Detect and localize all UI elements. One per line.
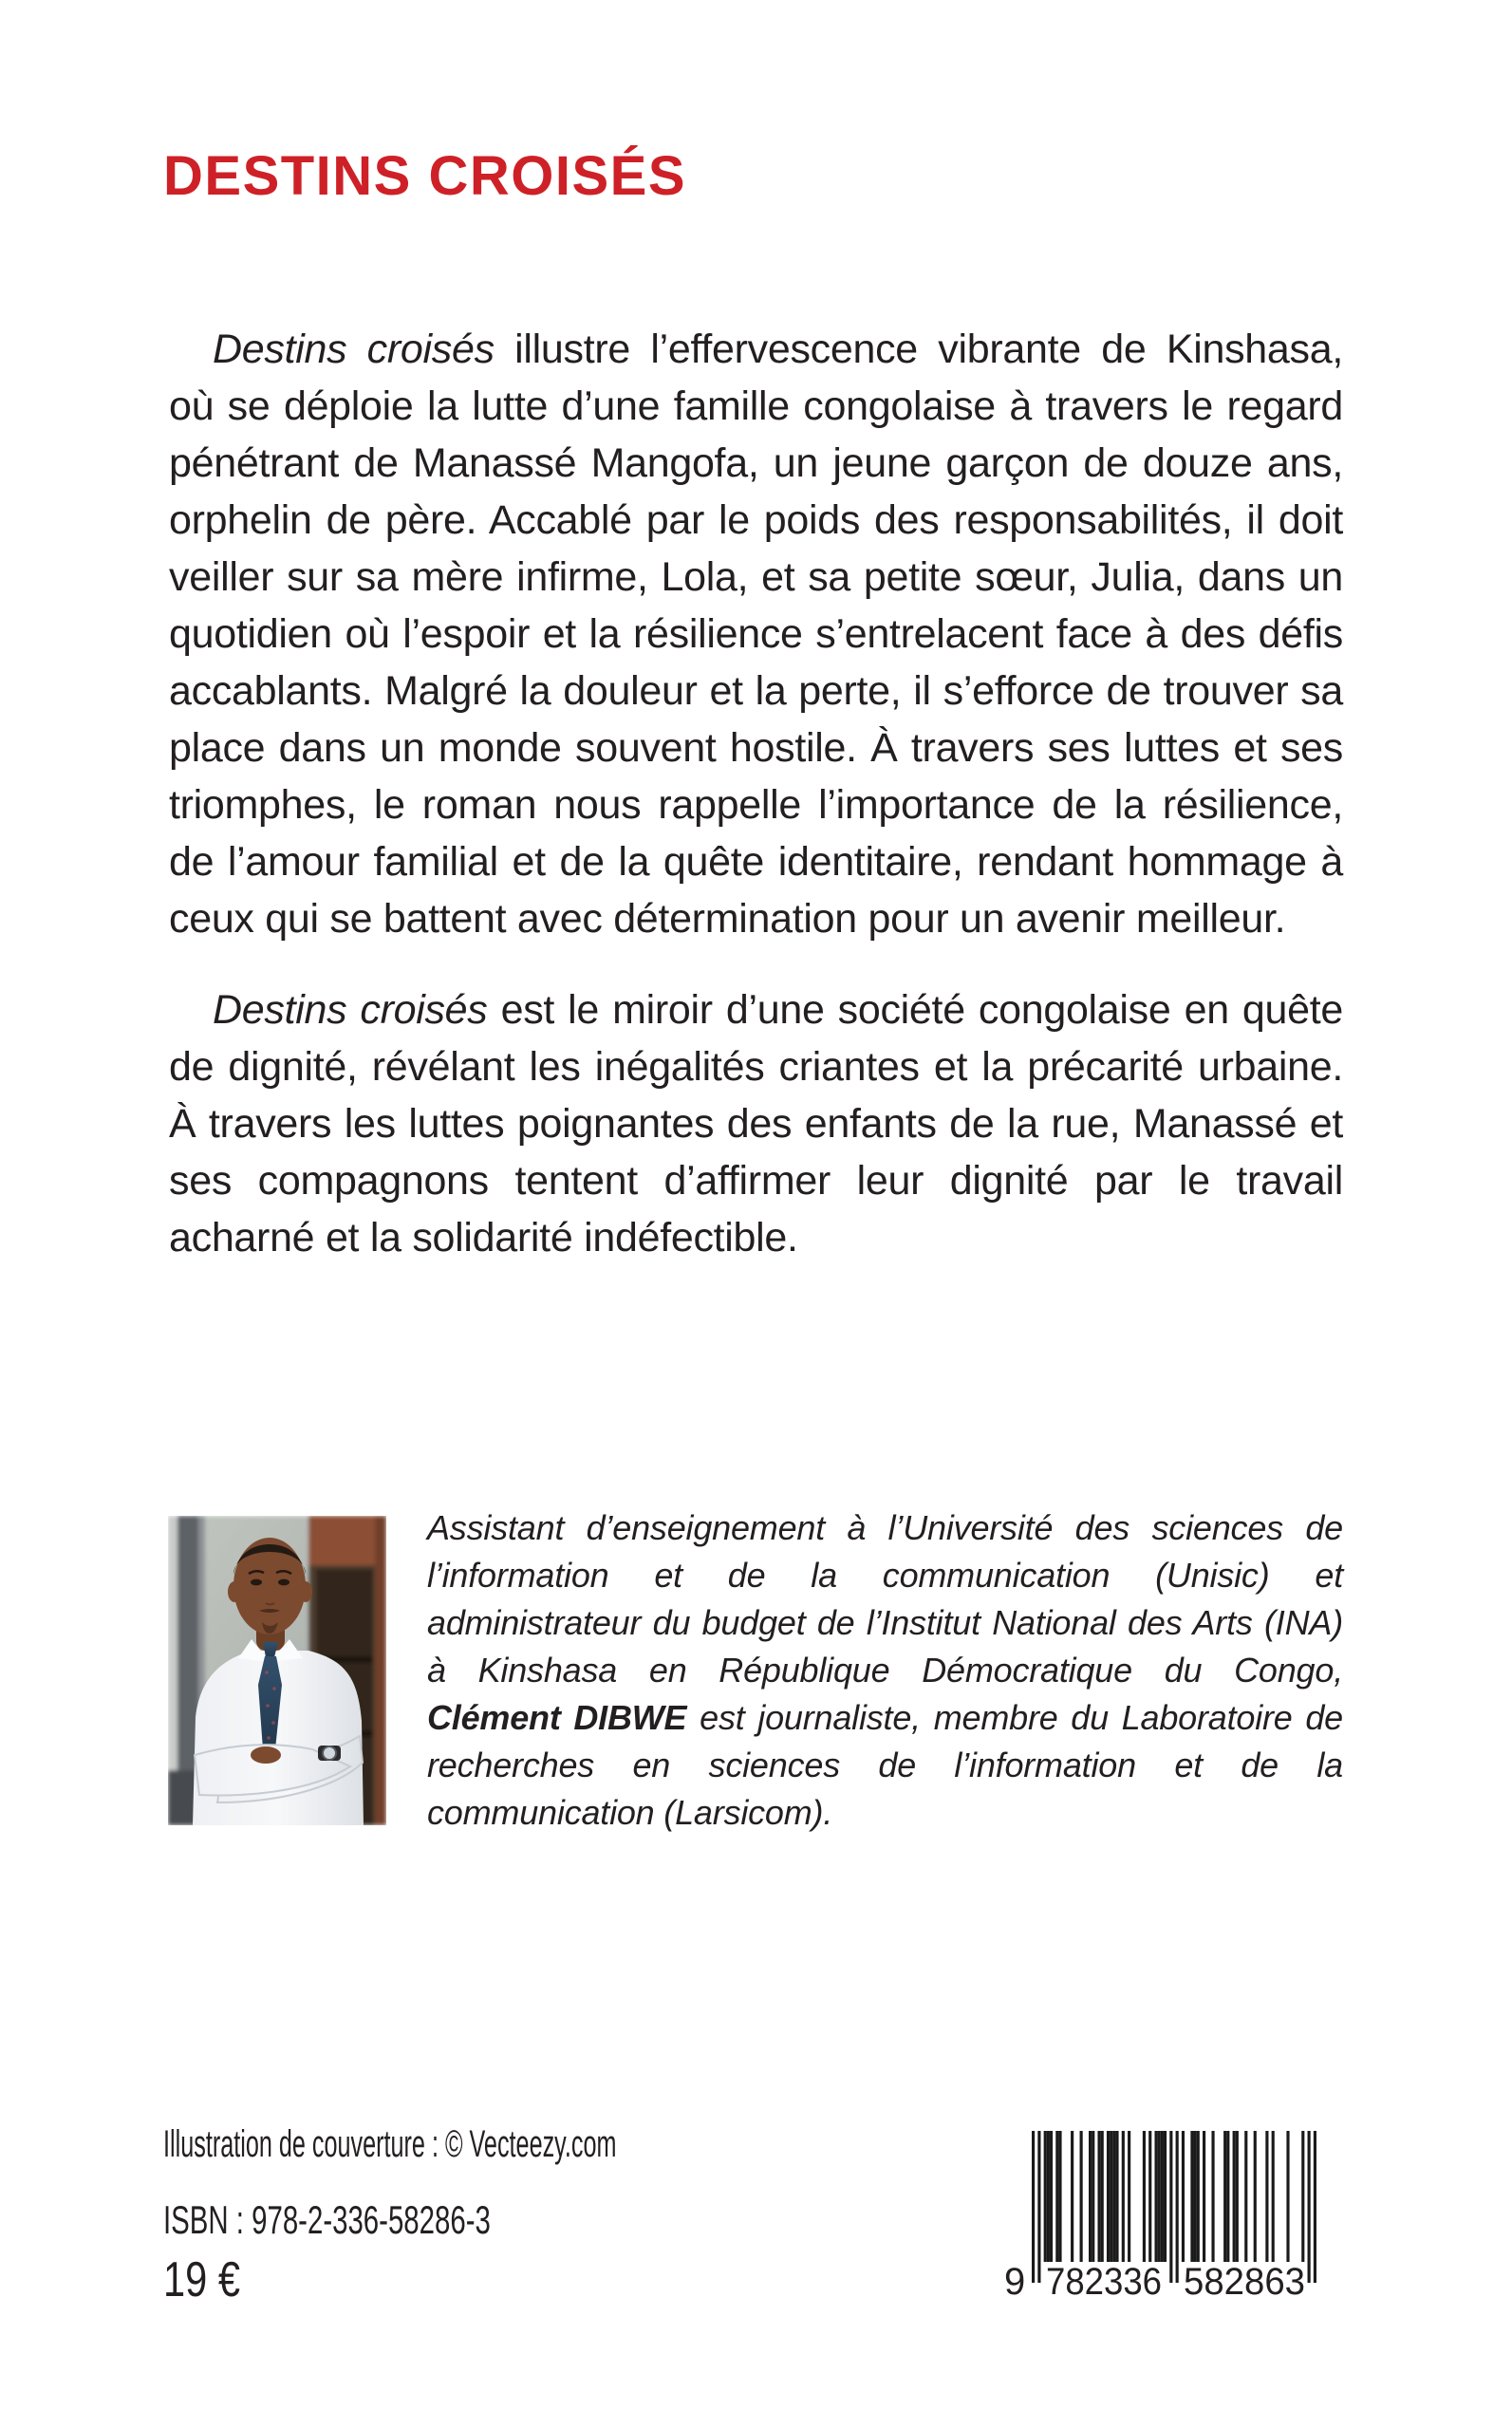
barcode-digits xyxy=(1004,2261,1305,2297)
price-label: 19 € xyxy=(163,2252,240,2307)
cover-credit: Illustration de couverture : © Vecteezy.com xyxy=(163,2123,617,2165)
barcode-bars xyxy=(1032,2131,1316,2283)
book-title: DESTINS CROISÉS xyxy=(163,144,687,207)
watch xyxy=(318,1746,341,1761)
synopsis-paragraph: Destins croisés est le miroir d’une société congolaise en quête de dignité, révélant les inégalités criantes et la précarité urbaine. À travers les luttes poignantes des enfants de la rue, Manassé et ses compagnons tentent d’affirmer leur dignité par le travail acharné et la solidarité indéfectible. xyxy=(169,987,1344,1261)
author-name: Clément DIBWE xyxy=(427,1698,687,1737)
barcode-first-digit: 9 xyxy=(1004,2261,1026,2297)
author-bio: Assistant d’enseignement à l’Université des sciences de l’information et de la communication (Unisic) et administrateur du budget de l’Institut National des Arts (INA) à Kinshasa en République Démocratique du Congo, Clément DIBWE est journaliste, membre du Laboratoire de recherches en sciences de l’information et de la communication (Larsicom). xyxy=(427,1508,1343,1832)
synopsis-paragraph: Destins croisés illustre l’effervescence vibrante de Kinshasa, où se déploie la lutte d’une famille congolaise à travers le regard pénétrant de Manassé Mangofa, un jeune garçon de douze ans, orphelin de père. Accablé par le poids des responsabilités, il doit veiller sur sa mère infirme, Lola, et sa petite sœur, Julia, dans un quotidien où l’espoir et la résilience s’entrelacent face à des défis accablants. Malgré la douleur et la perte, il s’efforce de trouver sa place dans un monde souvent hostile. À travers ses luttes et ses triomphes, le roman nous rappelle l’importance de la résilience, de l’amour familial et de la quête identitaire, rendant hommage à ceux qui se battent avec détermination pour un avenir meilleur. xyxy=(169,327,1343,942)
isbn-label: ISBN : 978-2-336-58286-3 xyxy=(163,2197,491,2242)
synopsis xyxy=(169,321,1343,1300)
barcode-left-group: 782336 xyxy=(1046,2261,1162,2297)
barcode xyxy=(997,2131,1329,2297)
barcode-right-group: 582863 xyxy=(1184,2261,1305,2297)
face xyxy=(233,1538,306,1634)
author-photo xyxy=(168,1516,386,1825)
hand xyxy=(251,1746,281,1764)
